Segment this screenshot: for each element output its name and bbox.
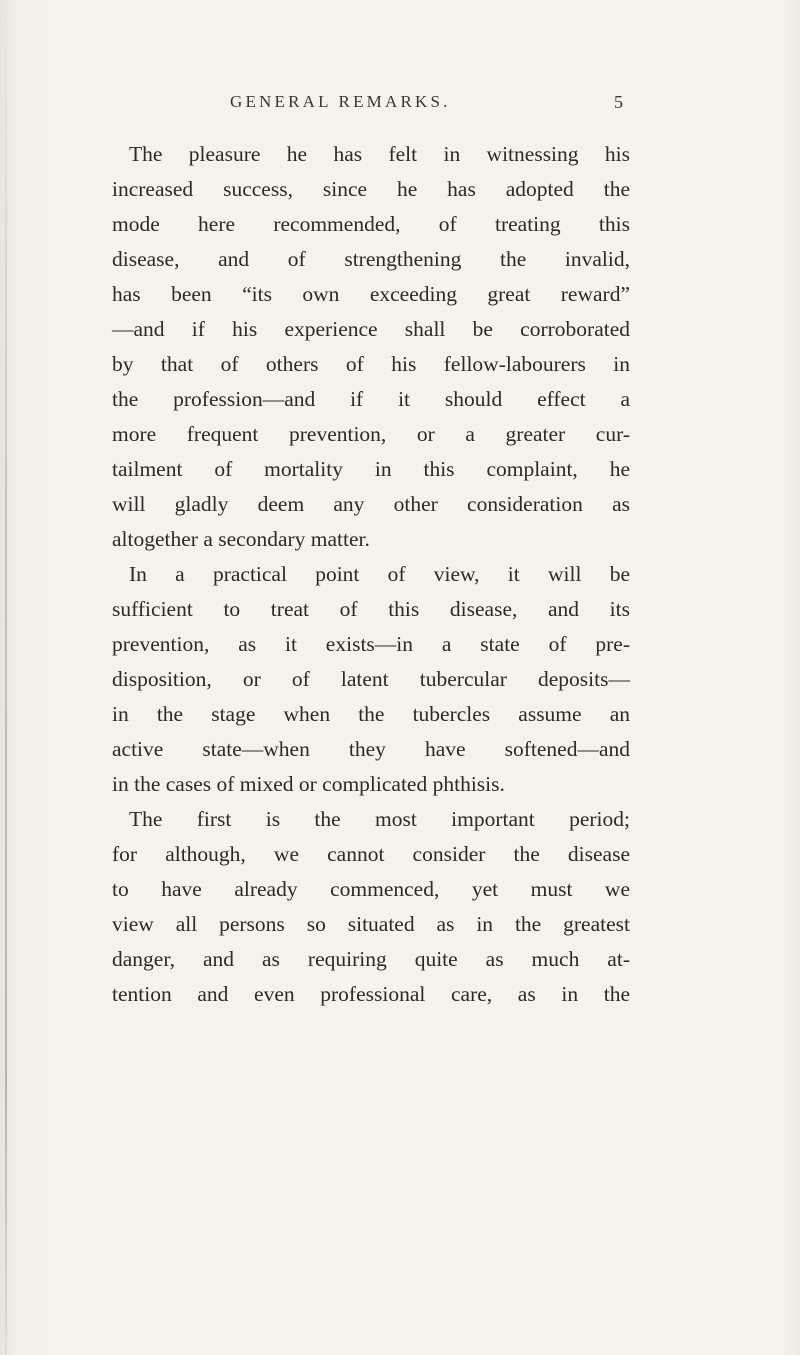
- text-line: tailment of mortality in this complaint, he: [112, 457, 630, 481]
- body-text: [112, 137, 630, 1012]
- page-number: 5: [614, 92, 623, 112]
- text-line: view all persons so situated as in the greatest: [112, 912, 630, 936]
- text-line: disease, and of strengthening the invalid,: [112, 247, 630, 271]
- text-line: The pleasure he has felt in witnessing his: [129, 142, 630, 166]
- text-line: increased success, since he has adopted the: [112, 177, 630, 201]
- text-line: active state—when they have softened—and: [112, 737, 630, 761]
- text-line: in the stage when the tubercles assume an: [112, 702, 630, 726]
- text-line: —and if his experience shall be corroborated: [112, 317, 630, 341]
- text-line: The first is the most important period;: [129, 807, 630, 831]
- page-gutter-shadow: [5, 0, 7, 1355]
- text-line: sufficient to treat of this disease, and its: [112, 597, 630, 621]
- text-line: tention and even professional care, as in the: [112, 982, 630, 1006]
- running-title: GENERAL REMARKS.: [230, 92, 451, 111]
- text-line: disposition, or of latent tubercular deposits—: [112, 667, 630, 691]
- text-line: will gladly deem any other consideration as: [112, 492, 630, 516]
- text-line: danger, and as requiring quite as much at-: [112, 947, 630, 971]
- text-line: In a practical point of view, it will be: [129, 562, 630, 586]
- text-line: prevention, as it exists—in a state of pre-: [112, 632, 630, 656]
- text-line: altogether a secondary matter.: [112, 527, 370, 551]
- text-line: mode here recommended, of treating this: [112, 212, 630, 236]
- text-line: by that of others of his fellow-labourers in: [112, 352, 630, 376]
- text-line: in the cases of mixed or complicated phthisis.: [112, 772, 505, 796]
- running-head: [0, 90, 800, 114]
- text-line: to have already commenced, yet must we: [112, 877, 630, 901]
- text-line: more frequent prevention, or a greater cur-: [112, 422, 630, 446]
- text-line: the profession—and if it should effect a: [112, 387, 630, 411]
- text-line: for although, we cannot consider the disease: [112, 842, 630, 866]
- text-line: has been “its own exceeding great reward”: [112, 282, 630, 306]
